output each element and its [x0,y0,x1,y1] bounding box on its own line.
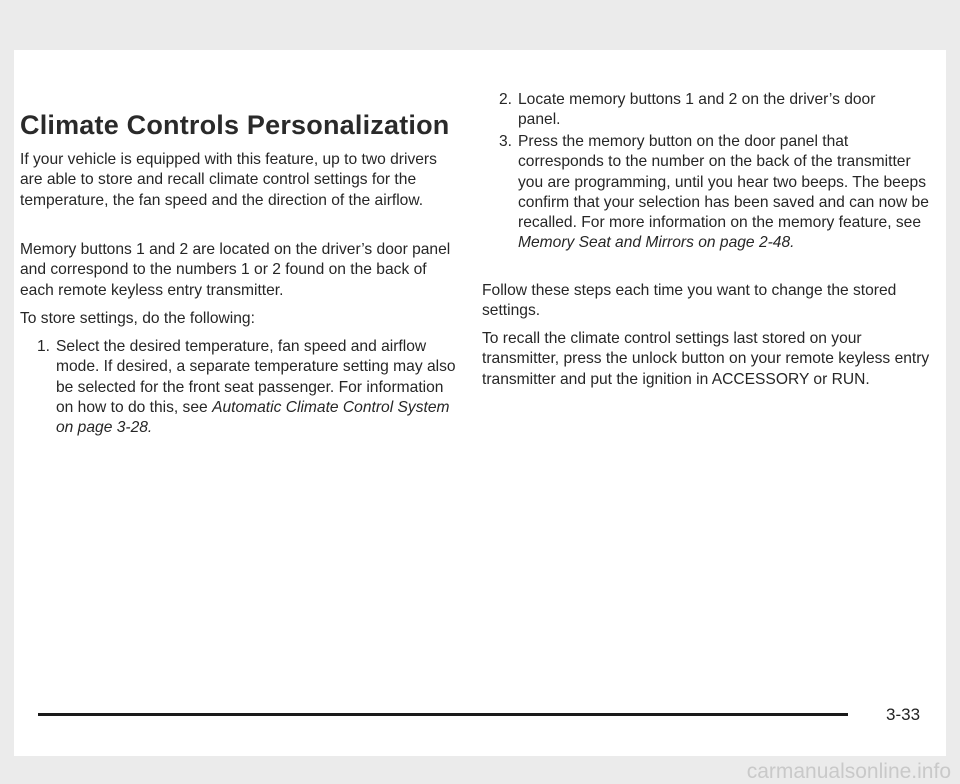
step-number: 3. [499,133,513,150]
memory-buttons-paragraph: Memory buttons 1 and 2 are located on the driver’s door panel and correspond to the numbers 1 or 2 found on the back of each remote keyless entry transmitter. [20,241,451,299]
page-number: 3-33 [886,705,921,724]
step-number: 2. [499,91,513,108]
step-text: Select the desired temperature, fan speed and airflow mode. If desired, a separate temperature setting may also be selected for the front seat passenger. For information on how to do this, see [56,338,456,416]
step-number: 1. [37,338,51,355]
cross-reference: Automatic Climate Control System on page 3-28. [56,398,450,437]
step-text: Press the memory button on the door panel that corresponds to the number on the back of the transmitter you are programming, until you hear two beeps. The beeps confirm that your selection has been saved and can now be recalled. For more information on the memory feature, see [518,133,929,232]
intro-paragraph: If your vehicle is equipped with this feature, up to two drivers are able to store and recall climate control settings for the temperature, the fan speed and the direction of the airflow. [20,151,437,209]
step-2 [482,90,922,131]
follow-paragraph: Follow these steps each time you want to change the stored settings. [482,282,897,320]
footer-rule [38,713,848,716]
step-3 [482,132,932,254]
manual-page [14,50,946,756]
section-heading: Climate Controls Personalization [20,110,450,140]
step-1 [20,337,460,438]
recall-paragraph: To recall the climate control settings last stored on your transmitter, press the unlock button on your remote keyless entry transmitter and put the ignition in ACCESSORY or RUN. [482,330,930,388]
step-text: Locate memory buttons 1 and 2 on the driver’s door panel. [518,91,876,129]
watermark-text: carmanualsonline.info [746,760,951,783]
cross-reference: Memory Seat and Mirrors on page 2-48. [518,234,795,252]
store-intro-paragraph: To store settings, do the following: [20,310,255,327]
